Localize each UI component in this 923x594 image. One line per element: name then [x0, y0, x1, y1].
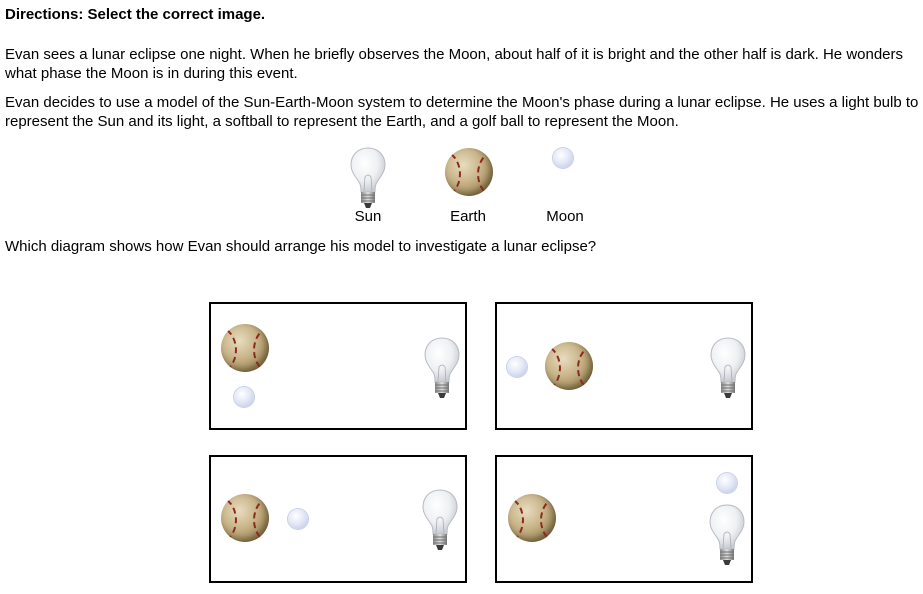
light-bulb-icon [422, 489, 458, 551]
baseball-icon [508, 494, 556, 542]
golf-ball-icon [234, 387, 254, 407]
baseball-icon [221, 324, 269, 372]
golf-ball-icon [717, 473, 737, 493]
answer-option-a[interactable] [209, 302, 467, 430]
golf-ball-icon [288, 509, 308, 529]
baseball-icon [445, 148, 493, 196]
light-bulb-icon [710, 337, 746, 399]
legend-label-earth: Earth [450, 208, 486, 225]
answer-option-c[interactable] [209, 455, 467, 583]
legend-label-moon: Moon [546, 208, 584, 225]
model-paragraph: Evan decides to use a model of the Sun-Earth-Moon system to determine the Moon's phase during a lunar eclipse. He uses a light bulb to represent the Sun and its light, a softball to represent the Earth, and a golf ball to represent the Moon. [5, 94, 919, 130]
directions-text: Directions: Select the correct image. [5, 6, 266, 23]
light-bulb-icon [709, 504, 745, 566]
legend-label-sun: Sun [354, 208, 382, 225]
baseball-icon [221, 494, 269, 542]
answer-option-d[interactable] [495, 455, 753, 583]
answer-option-b[interactable] [495, 302, 753, 430]
light-bulb-icon [350, 147, 386, 209]
light-bulb-icon [424, 337, 460, 399]
question-text: Which diagram shows how Evan should arrange his model to investigate a lunar eclipse? [5, 238, 597, 255]
golf-ball-icon [553, 148, 573, 168]
golf-ball-icon [507, 357, 527, 377]
baseball-icon [545, 342, 593, 390]
scenario-paragraph: Evan sees a lunar eclipse one night. When he briefly observes the Moon, about half of it is bright and the other half is dark. He wonders what phase the Moon is in during this event. [5, 46, 904, 82]
